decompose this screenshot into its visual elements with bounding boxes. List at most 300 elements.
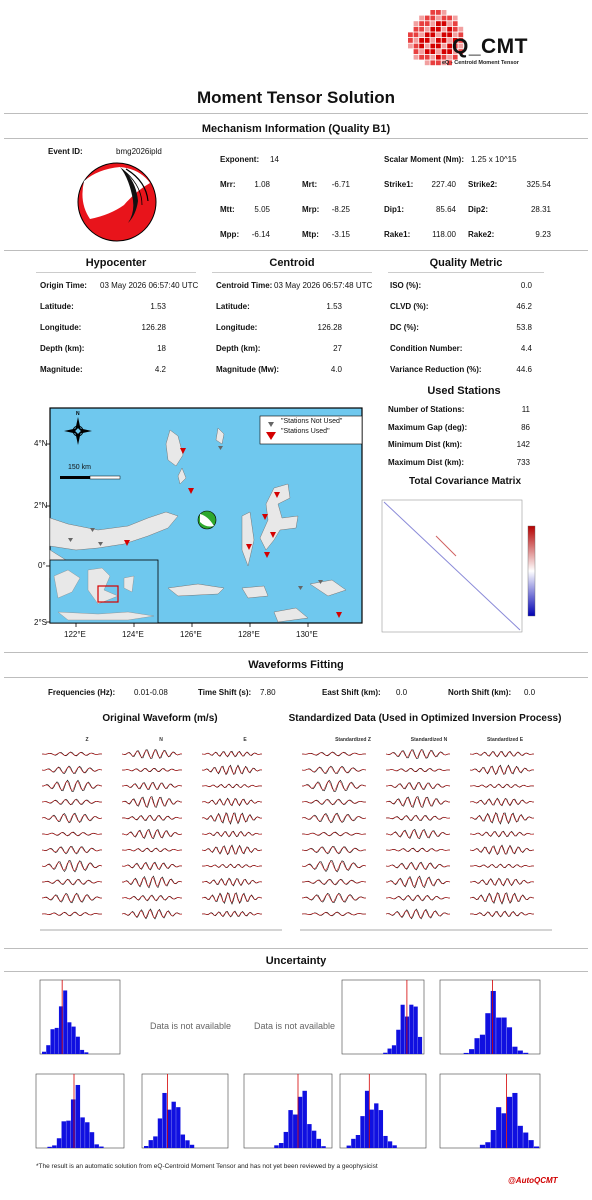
logo-cell [436,16,441,21]
lon-tick-label: 122°E [64,630,86,639]
iso-label: ISO (%): [390,281,422,290]
mechanism-title: Mechanism Information (Quality B1) [201,123,391,135]
time-shift-label: Time Shift (s): [198,688,252,697]
histogram-bar [392,1145,396,1148]
synthetic-trace [302,894,366,902]
lat-tick-label: 0° [38,561,46,570]
observed-trace [386,797,450,808]
logo-cell [436,38,441,43]
observed-trace [202,813,262,824]
logo-name: Q_CMT [452,35,528,58]
logo-cell [442,32,447,37]
dc-label: DC (%): [390,323,419,332]
synthetic-trace [42,782,102,791]
histogram-bar [185,1140,189,1148]
page-title: Moment Tensor Solution [196,88,395,107]
logo-cell [425,49,430,54]
lon-tick-label: 126°E [180,630,202,639]
observed-trace [42,846,102,854]
histogram-bar [401,1005,405,1054]
synthetic-trace [470,893,534,902]
uncertainty-histograms [0,976,592,1162]
centroid-time-value: 03 May 2026 06:57:48 UTC [274,281,373,290]
synthetic-trace [302,832,366,835]
histogram-bar [80,1117,84,1148]
observed-trace [42,813,102,823]
hypo-latitude-label: Latitude: [40,302,74,311]
condition-number-label: Condition Number: [390,344,463,353]
logo-cell [430,44,435,49]
logo-cell [430,10,435,15]
divider [4,677,588,678]
wf-col-title: Standardized N [410,737,448,743]
synthetic-trace [302,800,366,805]
logo-cell [419,44,424,49]
centroid-longitude-label: Longitude: [216,323,258,332]
histogram-bar [365,1091,369,1148]
used-stations-title: Used Stations [427,385,501,397]
histogram-bar [502,1018,507,1054]
histogram-bar [480,1145,485,1148]
logo-cell [425,32,430,37]
strike2-value: 325.54 [526,180,551,189]
histogram-bar [496,1107,501,1148]
synthetic-trace [42,913,102,916]
synthetic-trace [302,782,366,791]
mtt-label: Mtt: [220,205,235,214]
synthetic-trace [386,863,450,869]
frequencies-value: 0.01-0.08 [134,688,168,697]
histogram-bar [172,1102,176,1148]
logo-cell [430,21,435,26]
logo-cell [442,44,447,49]
scale-label: 150 km [68,464,91,471]
histogram-bar [162,1093,166,1148]
min-dist-value: 142 [516,440,530,449]
histogram-bar [181,1135,185,1148]
rake2-value: 9.23 [535,230,551,239]
logo-cell [436,44,441,49]
histogram-bar [57,1138,61,1148]
event-id-value: bmg2026ipld [116,147,162,156]
synthetic-trace [122,896,182,900]
max-gap-label: Maximum Gap (deg): [388,423,468,432]
not-available-text: Data is not available [150,1021,232,1031]
max-dist-value: 733 [516,458,530,467]
synthetic-trace [470,813,534,822]
observed-trace [386,783,450,790]
histogram-bar [512,1047,517,1054]
histogram-bar [418,1037,422,1054]
synthetic-trace [202,813,262,822]
quality-title: Quality Metric [429,257,503,269]
logo-cell [419,16,424,21]
logo-cell [430,55,435,60]
frequencies-label: Frequencies (Hz): [48,688,116,697]
histogram-bar [176,1107,180,1148]
synthetic-trace [302,913,366,916]
histogram-bar [356,1135,360,1148]
observed-trace [386,768,450,771]
synthetic-trace [42,880,102,885]
east-shift-value: 0.0 [396,688,408,697]
scalar-moment-value: 1.25 x 10^15 [471,155,517,164]
lon-tick-label: 130°E [296,630,318,639]
logo-cell [414,21,419,26]
logo-cell [425,38,430,43]
histogram-bar [85,1122,89,1148]
time-shift-value: 7.80 [260,688,276,697]
logo-cell [425,16,430,21]
mtp-label: Mtp: [302,230,319,239]
north-shift-label: North Shift (km): [448,688,512,697]
histogram-bar [485,1142,490,1148]
logo-cell [425,60,430,65]
footnote: *The result is an automatic solution from eQ-Centroid Moment Tensor and has not yet been reviewed by a geophysicist [36,1163,378,1170]
origin-time-value: 03 May 2026 06:57:40 UTC [100,281,199,290]
max-dist-label: Maximum Dist (km): [388,458,465,467]
logo-cell [436,60,441,65]
histogram-bar [396,1030,400,1054]
station-map [28,400,368,640]
mrr-value: 1.08 [254,180,270,189]
synthetic-trace [202,846,262,854]
centroid-depth-value: 27 [333,344,342,353]
dip2-value: 28.31 [530,205,551,214]
rake1-label: Rake1: [384,230,411,239]
observed-trace [122,768,182,771]
observed-trace [202,765,262,774]
logo-cell [425,55,430,60]
rake1-value: 118.00 [432,230,456,239]
scalar-moment-label: Scalar Moment (Nm): [384,155,465,164]
clvd-label: CLVD (%): [390,302,429,311]
logo-cell [430,16,435,21]
mrp-value: -8.25 [331,205,350,214]
histogram-bar [351,1139,355,1148]
histogram-bar [149,1140,153,1148]
centroid-magnitude-label: Magnitude (Mw): [216,365,280,374]
histogram-bar [317,1139,321,1148]
histogram-bar [370,1110,374,1148]
histogram-bar [374,1103,378,1148]
histogram-bar [474,1038,479,1054]
min-dist-label: Minimum Dist (km): [388,440,463,449]
divider [4,138,588,139]
hypo-depth-value: 18 [157,344,166,353]
logo-cell [419,32,424,37]
histogram-bar [383,1136,387,1148]
logo-cell [436,27,441,32]
covariance-matrix [376,496,546,636]
logo-cell [414,27,419,32]
histogram-bar [496,1018,501,1054]
observed-trace [302,813,366,823]
observed-trace [302,766,366,774]
logo-cell [447,21,452,26]
dip2-label: Dip2: [468,205,488,214]
histogram-bar [347,1146,351,1148]
logo-cell [419,49,424,54]
divider [4,250,588,251]
hypo-latitude-value: 1.53 [150,302,166,311]
logo-cell [442,55,447,60]
histogram-bar [523,1053,528,1054]
logo-cell [419,21,424,26]
dc-value: 53.8 [516,323,532,332]
histogram-bar [360,1116,364,1148]
histogram-bar [491,1130,496,1148]
wf-col-title: N [159,737,163,743]
histogram-bar [153,1136,157,1148]
synthetic-trace [386,896,450,900]
beachball-icon [76,161,158,243]
rake2-label: Rake2: [468,230,495,239]
logo-cell [408,38,413,43]
event-id-label: Event ID: [48,147,83,156]
north-shift-value: 0.0 [524,688,536,697]
observed-trace [42,799,102,805]
histogram-bar [409,1005,413,1054]
origin-time-label: Origin Time: [40,281,87,290]
histogram-bar [298,1097,302,1148]
wf-col-title: Z [85,737,89,743]
mtp-value: -3.15 [331,230,350,239]
mrp-label: Mrp: [302,205,320,214]
mpp-value: -6.14 [251,230,270,239]
histogram-bar [302,1091,306,1148]
centroid-title: Centroid [269,257,315,269]
logo-cell [442,27,447,32]
wf-col-title: Standardized Z [335,737,371,743]
logo-cell [414,49,419,54]
observed-trace [302,780,366,791]
histogram-bar [507,1027,512,1054]
logo-cell [430,32,435,37]
histogram-bar [76,1085,80,1148]
uncertainty-title: Uncertainty [265,955,327,967]
logo-cell [430,27,435,32]
hypo-longitude-value: 126.28 [141,323,166,332]
hypocenter-title: Hypocenter [85,257,147,269]
lat-tick-label: 4°N [34,439,48,448]
covariance-title: Total Covariance Matrix [408,476,522,487]
lat-tick-label: 2°N [34,501,48,510]
synthetic-trace [122,863,182,869]
histogram-bar [321,1146,325,1148]
logo-cell [419,55,424,60]
divider [36,272,196,273]
histogram-bar [518,1126,523,1148]
histogram-bar [293,1115,297,1148]
synthetic-trace [122,849,182,852]
observed-trace [386,750,450,759]
histogram-bar [485,1013,490,1054]
hypo-magnitude-value: 4.2 [154,365,166,374]
original-waveform-panel [36,744,286,940]
logo-cell [442,16,447,21]
logo-cell [442,38,447,43]
logo-cell [458,27,463,32]
histogram-bar [312,1131,316,1148]
observed-trace [470,765,534,774]
logo-cell [419,38,424,43]
histogram-bar [388,1049,392,1054]
centroid-latitude-label: Latitude: [216,302,250,311]
synthetic-trace [386,849,450,852]
histogram-bar [392,1045,396,1054]
histogram-bar [502,1113,507,1148]
iso-value: 0.0 [520,281,532,290]
histogram-bar [76,1037,80,1054]
logo-cell [436,21,441,26]
clvd-value: 46.2 [516,302,532,311]
lon-tick-label: 128°E [238,630,260,639]
legend-used: "Stations Used" [281,428,330,435]
histogram-bar [99,1147,103,1148]
logo-cell [419,27,424,32]
histogram-bar [50,1029,54,1054]
logo-cell [436,55,441,60]
observed-trace [122,783,182,790]
mrt-value: -6.71 [331,180,350,189]
divider [4,113,588,114]
histogram-bar [529,1140,534,1148]
num-stations-value: 11 [521,405,530,414]
divider [388,272,544,273]
histogram-bar [388,1141,392,1148]
histogram-bar [158,1118,162,1148]
histogram-bar [534,1146,539,1148]
synthetic-trace [470,846,534,854]
standardized-data-title: Standardized Data (Used in Optimized Inversion Process) [288,713,562,724]
histogram-bar [72,1027,76,1054]
num-stations-label: Number of Stations: [388,405,465,414]
hypo-longitude-label: Longitude: [40,323,82,332]
divider [4,971,588,972]
twitter-handle[interactable]: @AutoQCMT [508,1176,558,1185]
logo-cell [430,60,435,65]
histogram-bar [47,1147,51,1148]
histogram-bar [144,1146,148,1148]
logo-cell [414,32,419,37]
logo-cell [436,10,441,15]
logo-cell [425,27,430,32]
histogram-bar [42,1052,46,1054]
logo-cell [442,21,447,26]
lon-tick-label: 124°E [122,630,144,639]
synthetic-trace [202,893,262,902]
logo-cell [425,21,430,26]
histogram-bar [464,1053,469,1054]
observed-trace [42,780,102,791]
svg-text:N: N [76,411,80,417]
legend-not-used: "Stations Not Used" [281,418,343,425]
logo-cell [430,49,435,54]
divider [4,948,588,949]
mrr-label: Mrr: [220,180,236,189]
logo-cell [414,38,419,43]
histogram-bar [94,1144,98,1148]
synthetic-trace [42,832,102,835]
wf-col-title: Standardized E [486,737,524,743]
histogram-bar [288,1110,292,1148]
strike1-value: 227.40 [431,180,456,189]
epicenter-beachball-icon [198,511,216,529]
dip1-value: 85.64 [435,205,456,214]
logo-cell [453,16,458,21]
observed-trace [122,750,182,759]
histogram-bar [46,1045,50,1054]
logo-cell [436,49,441,54]
synthetic-trace [302,847,366,853]
logo-cell [442,10,447,15]
histogram-bar [491,991,496,1054]
histogram-bar [379,1110,383,1148]
standardized-waveform-panel [296,744,556,940]
centroid-depth-label: Depth (km): [216,344,261,353]
logo-cell [447,16,452,21]
histogram-bar [507,1097,512,1148]
hypo-depth-label: Depth (km): [40,344,85,353]
mrt-label: Mrt: [302,180,318,189]
synthetic-trace [42,800,102,805]
logo-cell [453,21,458,26]
histogram-bar [80,1050,84,1054]
exponent-value: 14 [270,155,279,164]
logo-cell [408,32,413,37]
mtt-value: 5.05 [254,205,270,214]
histogram-bar [55,1028,59,1054]
histogram-bar [279,1143,283,1148]
logo-cell [442,49,447,54]
observed-trace [42,766,102,774]
logo-cell [447,27,452,32]
centroid-time-label: Centroid Time: [216,281,273,290]
histogram-bar [52,1145,56,1148]
observed-trace [386,815,450,821]
histogram-bar [66,1121,70,1148]
logo-cell [430,38,435,43]
east-shift-label: East Shift (km): [322,688,381,697]
colorbar [528,526,535,616]
centroid-longitude-value: 126.28 [317,323,342,332]
wf-col-title: E [243,737,247,743]
observed-trace [122,797,182,808]
histogram-bar [307,1124,311,1148]
max-gap-value: 86 [521,423,530,432]
observed-trace [302,846,366,854]
histogram-bar [71,1099,75,1148]
not-available-text: Data is not available [254,1021,336,1031]
histogram-bar [90,1132,94,1148]
logo-cell [408,44,413,49]
dip1-label: Dip1: [384,205,404,214]
histogram-bar [190,1145,194,1148]
centroid-magnitude-value: 4.0 [330,365,342,374]
histogram-bar [414,1007,418,1054]
synthetic-trace [302,880,366,885]
scale-bar-segment [90,476,120,479]
lat-tick-label: 2°S [34,618,47,627]
histogram-bar [518,1051,523,1054]
logo-cell [453,27,458,32]
histogram-bar [512,1093,517,1148]
logo-cell [414,44,419,49]
histogram-bar [84,1052,88,1054]
logo-subtitle: eQ - Centroid Moment Tensor [442,60,519,66]
histogram-bar [383,1053,387,1054]
